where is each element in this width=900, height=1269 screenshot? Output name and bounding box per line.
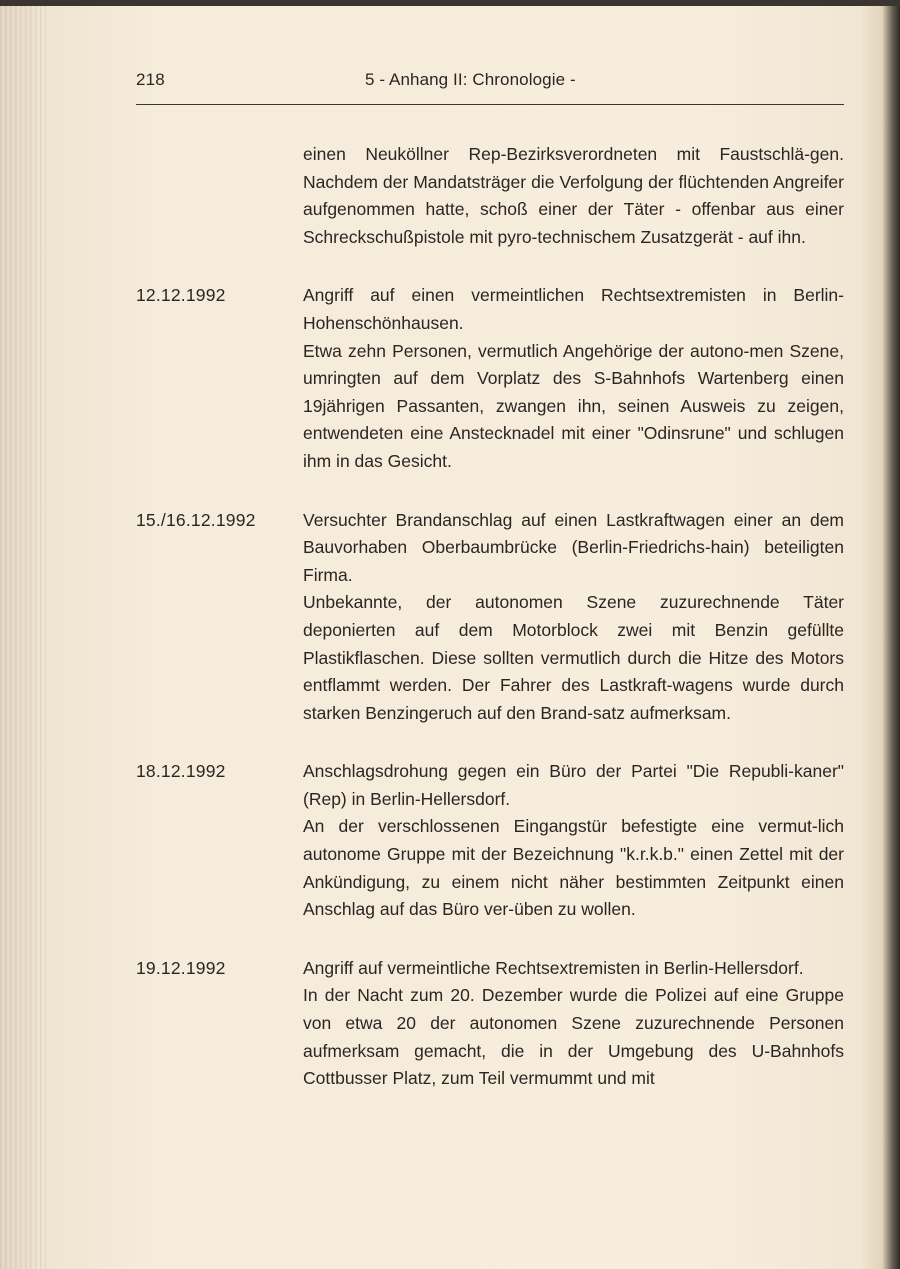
page-number: 218 (136, 70, 165, 89)
entry-title: Anschlagsdrohung gegen ein Büro der Partei "Die Republi-kaner" (Rep) in Berlin-Hellersdorf. (303, 761, 844, 809)
entry-body (303, 507, 844, 728)
chronology-entry (0, 282, 900, 475)
entry-body (303, 141, 844, 251)
entry-text: In der Nacht zum 20. Dezember wurde die Polizei auf eine Gruppe von etwa 20 der autonomen Szene zuzurechnende Personen aufmerksam gemacht, die in der Umgebung des U-Bahnhofs Cottbusser Platz, zum Teil vermummt und mit (303, 985, 844, 1089)
entry-text: An der verschlossenen Eingangstür befestigte eine vermut-lich autonome Gruppe mit der Bezeichnung "k.r.k.b." einen Zettel mit der Ankündigung, zu einem nicht näher bestimmten Zeitpunkt einen Anschlag auf das Büro ver-üben zu wollen. (303, 816, 844, 920)
entry-title: Angriff auf vermeintliche Rechtsextremisten in Berlin-Hellersdorf. (303, 957, 804, 978)
entry-text: Unbekannte, der autonomen Szene zuzurechnende Täter deponierten auf dem Motorblock zwei mit Benzin gefüllte Plastikflaschen. Diese sollten vermutlich durch die Hitze des Motors entflammt werden. Der Fahrer des Lastkraft-wagens wurde durch starken Benzingeruch auf den Brand-satz aufmerksam. (303, 592, 844, 723)
running-head (0, 6, 900, 106)
entry-body (303, 955, 844, 1093)
entry-paragraph: einen Neuköllner Rep-Bezirksverordneten mit Faustschlä-gen. Nachdem der Mandatsträger die Verfolgung der flüchtenden Angreifer aufgenommen hatte, schoß einer der Täter - offenbar aus einer Schreckschußpistole mit pyro-technischem Zusatzgerät - auf ihn. (303, 144, 844, 247)
chronology-entry (0, 758, 900, 924)
entry-date: 19.12.1992 (136, 957, 226, 978)
entry-date: 18.12.1992 (136, 761, 226, 782)
entry-body (303, 758, 844, 924)
entry-body (303, 282, 844, 475)
entry-date: 15./16.12.1992 (136, 509, 256, 530)
continued-entry (0, 141, 900, 251)
entry-date: 12.12.1992 (136, 285, 226, 306)
entry-title: Angriff auf einen vermeintlichen Rechtsextremisten in Berlin-Hohenschönhausen. (303, 285, 844, 333)
entry-title: Versuchter Brandanschlag auf einen Lastkraftwagen einer an dem Bauvorhaben Oberbaumbrücke (Berlin-Friedrichs-hain) beteiligten Firma. (303, 509, 844, 585)
chronology-entry (0, 507, 900, 728)
header-rule (136, 104, 844, 105)
document-page (0, 6, 900, 1269)
chapter-title: 5 - Anhang II: Chronologie - (365, 70, 576, 89)
chronology-content (0, 141, 900, 1093)
entry-text: Etwa zehn Personen, vermutlich Angehörige der autono-men Szene, umringten auf dem Vorplatz des S-Bahnhofs Wartenberg einen 19jährigen Passanten, zwangen ihn, seinen Ausweis zu zeigen, entwendeten eine Anstecknadel mit einer "Odinsrune" und schlugen ihm in das Gesicht. (303, 340, 844, 471)
chronology-entry (0, 955, 900, 1093)
